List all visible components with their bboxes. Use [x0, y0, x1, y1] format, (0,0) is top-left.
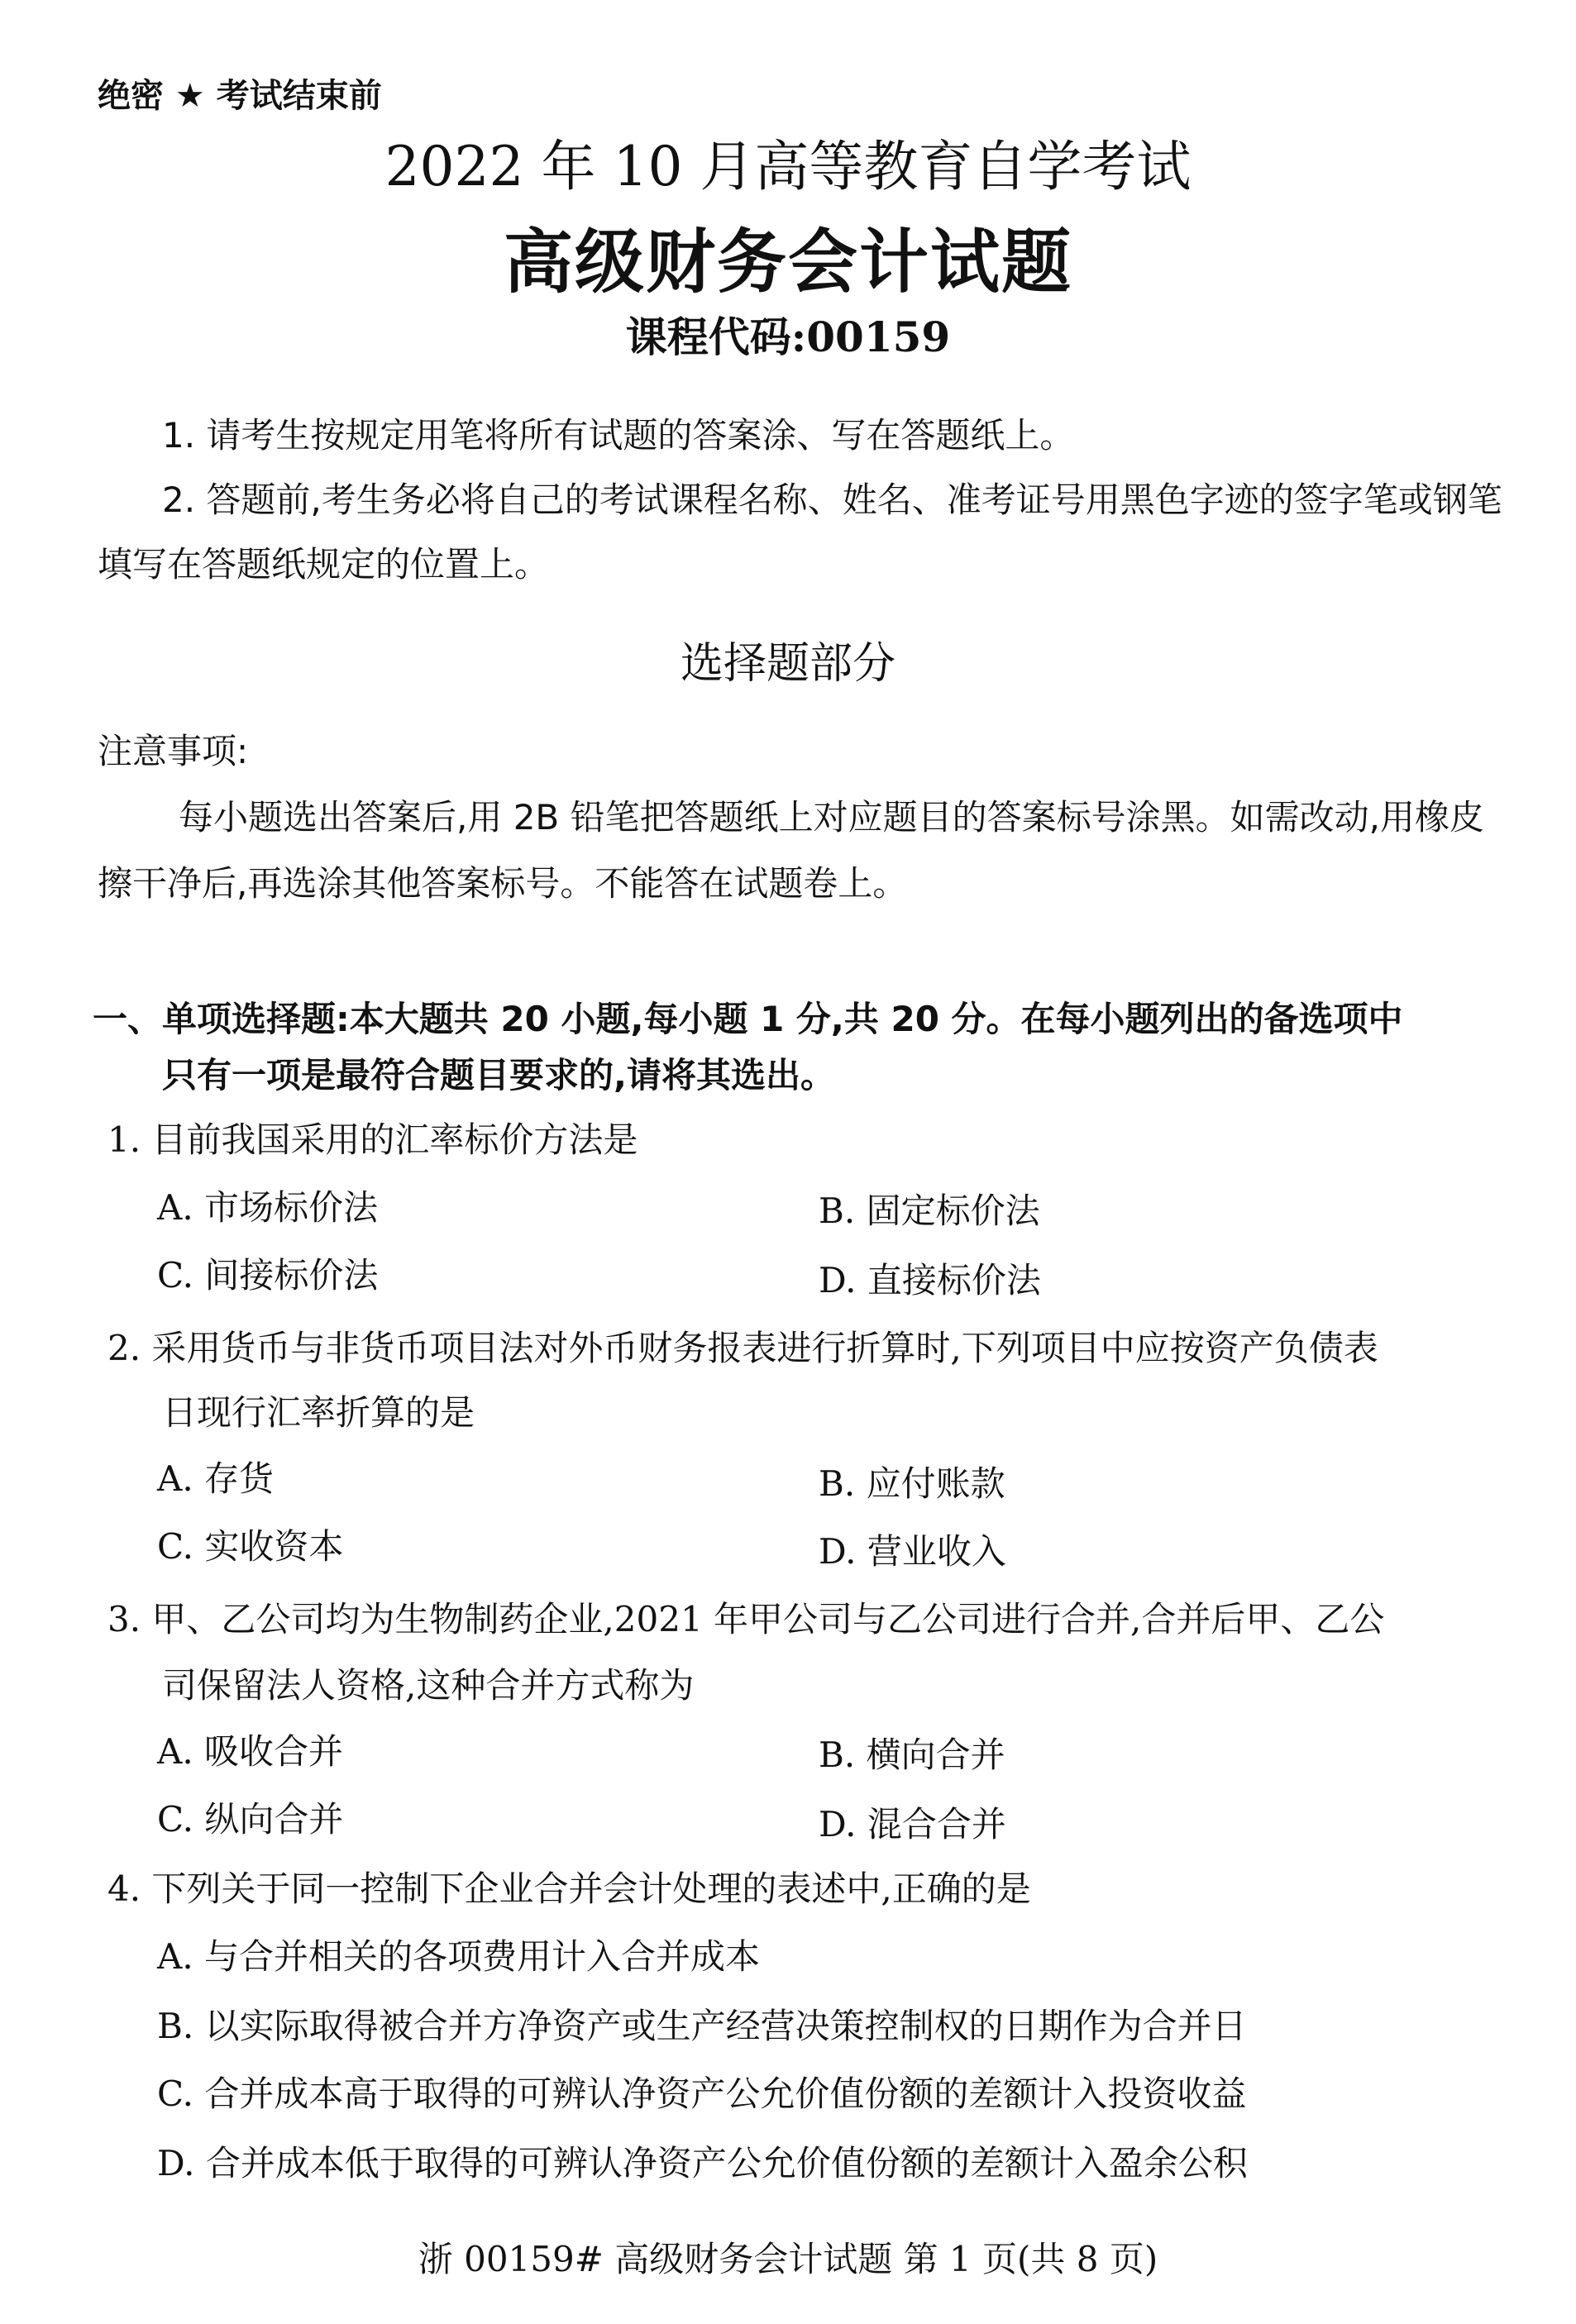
question-2-option-a: A. 存货: [157, 1458, 275, 1499]
notice-line-2: 擦干净后,再选涂其他答案标号。不能答在试题卷上。: [98, 863, 908, 904]
question-3-stem-line1: 3. 甲、乙公司均为生物制药企业,2021 年甲公司与乙公司进行合并,合并后甲、乙公: [107, 1599, 1385, 1639]
question-2-option-d: D. 营业收入: [819, 1531, 1006, 1572]
question-4-option-b: B. 以实际取得被合并方净资产或生产经营决策控制权的日期作为合并日: [157, 2006, 1247, 2046]
question-1-option-b: B. 固定标价法: [819, 1191, 1040, 1231]
notice-heading: 注意事项:: [98, 731, 249, 771]
paper-title: 高级财务会计试题: [503, 222, 1072, 303]
question-2-option-c: C. 实收资本: [157, 1526, 344, 1567]
question-4-stem: 4. 下列关于同一控制下企业合并会计处理的表述中,正确的是: [107, 1868, 1031, 1909]
instruction-1: 1. 请考生按规定用笔将所有试题的答案涂、写在答题纸上。: [162, 415, 1075, 456]
exam-title: 2022 年 10 月高等教育自学考试: [384, 135, 1192, 198]
instruction-2-line1: 2. 答题前,考生务必将自己的考试课程名称、姓名、准考证号用黑色字迹的签字笔或钢笔: [162, 480, 1502, 520]
question-4-option-c: C. 合并成本高于取得的可辨认净资产公允价值份额的差额计入投资收益: [157, 2073, 1247, 2114]
question-3-stem-line2: 司保留法人资格,这种合并方式称为: [162, 1665, 695, 1706]
question-1-option-a: A. 市场标价法: [157, 1187, 379, 1228]
question-4-option-a: A. 与合并相关的各项费用计入合并成本: [157, 1936, 761, 1977]
course-code: 课程代码:00159: [625, 313, 951, 361]
question-2-stem-line2: 日现行汇率折算的是: [162, 1392, 475, 1433]
part-heading-line2: 只有一项是最符合题目要求的,请将其选出。: [162, 1055, 835, 1095]
notice-line-1: 每小题选出答案后,用 2B 铅笔把答题纸上对应题目的答案标号涂黑。如需改动,用橡皮: [179, 797, 1484, 837]
confidential-label: 绝密 ★ 考试结束前: [98, 77, 382, 115]
question-3-option-a: A. 吸收合并: [157, 1731, 344, 1772]
question-1-stem: 1. 目前我国采用的汇率标价方法是: [107, 1119, 638, 1160]
part-heading-line1: 一、单项选择题:本大题共 20 小题,每小题 1 分,共 20 分。在每小题列出的备选项中: [93, 999, 1403, 1039]
question-1-option-d: D. 直接标价法: [819, 1260, 1041, 1300]
question-1-option-c: C. 间接标价法: [157, 1255, 379, 1296]
question-3-option-b: B. 横向合并: [819, 1735, 1005, 1775]
question-2-option-b: B. 应付账款: [819, 1463, 1005, 1504]
question-4-option-d: D. 合并成本低于取得的可辨认净资产公允价值份额的差额计入盈余公积: [157, 2143, 1248, 2183]
question-3-option-c: C. 纵向合并: [157, 1799, 344, 1840]
question-3-option-d: D. 混合合并: [819, 1804, 1006, 1844]
section-title: 选择题部分: [680, 639, 895, 689]
question-2-stem-line1: 2. 采用货币与非货币项目法对外币财务报表进行折算时,下列项目中应按资产负债表: [107, 1328, 1378, 1368]
instruction-2-line2: 填写在答题纸规定的位置上。: [98, 544, 550, 585]
page-footer: 浙 00159# 高级财务会计试题 第 1 页(共 8 页): [418, 2239, 1158, 2279]
